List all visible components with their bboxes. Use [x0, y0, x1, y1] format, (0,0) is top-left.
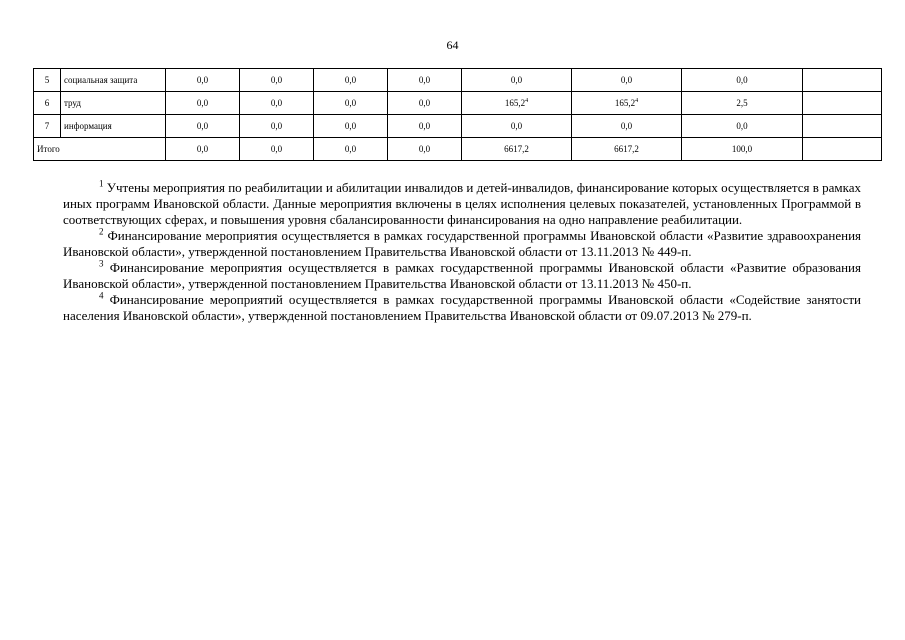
cell-value: 0,0 — [240, 92, 314, 115]
footnote-mark: 4 — [99, 290, 104, 301]
total-value: 100,0 — [682, 138, 803, 161]
footnote-4 — [63, 292, 861, 324]
cell-value: 165,2 — [504, 98, 526, 108]
total-value: 0,0 — [240, 138, 314, 161]
table-total-row — [34, 138, 882, 161]
footnote-ref: 4 — [635, 98, 639, 104]
cell-value: 165,2 — [614, 98, 636, 108]
cell-value: 0,0 — [462, 115, 572, 138]
cell-value — [803, 115, 882, 138]
cell-value: 0,0 — [572, 69, 682, 92]
table-row — [34, 115, 882, 138]
page-number: 64 — [446, 38, 459, 52]
cell-value: 0,0 — [166, 92, 240, 115]
row-name: труд — [61, 92, 166, 115]
cell-value: 0,0 — [388, 115, 462, 138]
total-value: 0,0 — [388, 138, 462, 161]
total-value: 6617,2 — [462, 138, 572, 161]
cell-value: 0,0 — [240, 115, 314, 138]
cell-value: 0,0 — [314, 115, 388, 138]
row-number: 6 — [34, 92, 61, 115]
footnote-ref: 4 — [525, 98, 529, 104]
cell-value: 0,0 — [314, 69, 388, 92]
footnote-text: Финансирование мероприятия осуществляется в рамках государственной программы Ивановской области «Развитие здравоохранения Ивановской области», утвержденной постановлением Правительства Ивановской области от 13.11.2013 № 449-п. — [63, 228, 862, 259]
cell-value: 2,5 — [682, 92, 803, 115]
total-label: Итого — [34, 138, 166, 161]
footnotes — [63, 180, 861, 324]
table-row — [34, 92, 882, 115]
cell-value: 0,0 — [462, 69, 572, 92]
cell-value — [803, 92, 882, 115]
table-row — [34, 69, 882, 92]
footnote-mark: 3 — [99, 258, 104, 269]
cell-value-with-note — [462, 92, 572, 115]
cell-value: 0,0 — [166, 115, 240, 138]
total-value — [803, 138, 882, 161]
footnote-mark: 2 — [99, 226, 104, 237]
row-name: информация — [61, 115, 166, 138]
cell-value: 0,0 — [682, 69, 803, 92]
footnote-text: Финансирование мероприятия осуществляется в рамках государственной программы Ивановской области «Развитие образования Ивановской области», утвержденной постановлением Правительства Ивановской области от 13.11.2013 № 450-п. — [63, 260, 861, 291]
row-number: 7 — [34, 115, 61, 138]
cell-value: 0,0 — [314, 92, 388, 115]
cell-value: 0,0 — [240, 69, 314, 92]
footnote-mark: 1 — [99, 178, 104, 189]
cell-value: 0,0 — [166, 69, 240, 92]
cell-value-with-note — [572, 92, 682, 115]
footnote-1 — [63, 180, 861, 228]
footnote-text: Финансирование мероприятий осуществляется в рамках государственной программы Ивановской области «Содействие занятости населения Ивановской области», утвержденной постановлением Правительства Ивановской области от 09.07.2013 № 279-п. — [63, 292, 862, 323]
footnote-2 — [63, 228, 861, 260]
total-value: 0,0 — [314, 138, 388, 161]
budget-table — [33, 68, 882, 161]
cell-value — [803, 69, 882, 92]
footnote-text: Учтены мероприятия по реабилитации и абилитации инвалидов и детей-инвалидов, финансирование которых осуществляется в рамках иных программ Ивановской области. Данные мероприятия включены в целях исполнения целевых показателей, установленных Программой в соответствующих сферах, и повышения уровня сбалансированности финансирования на одно направление реабилитации. — [63, 180, 862, 227]
total-value: 0,0 — [166, 138, 240, 161]
cell-value: 0,0 — [572, 115, 682, 138]
cell-value: 0,0 — [388, 69, 462, 92]
row-number: 5 — [34, 69, 61, 92]
total-value: 6617,2 — [572, 138, 682, 161]
cell-value: 0,0 — [682, 115, 803, 138]
footnote-3 — [63, 260, 861, 292]
cell-value: 0,0 — [388, 92, 462, 115]
row-name: социальная защита — [61, 69, 166, 92]
